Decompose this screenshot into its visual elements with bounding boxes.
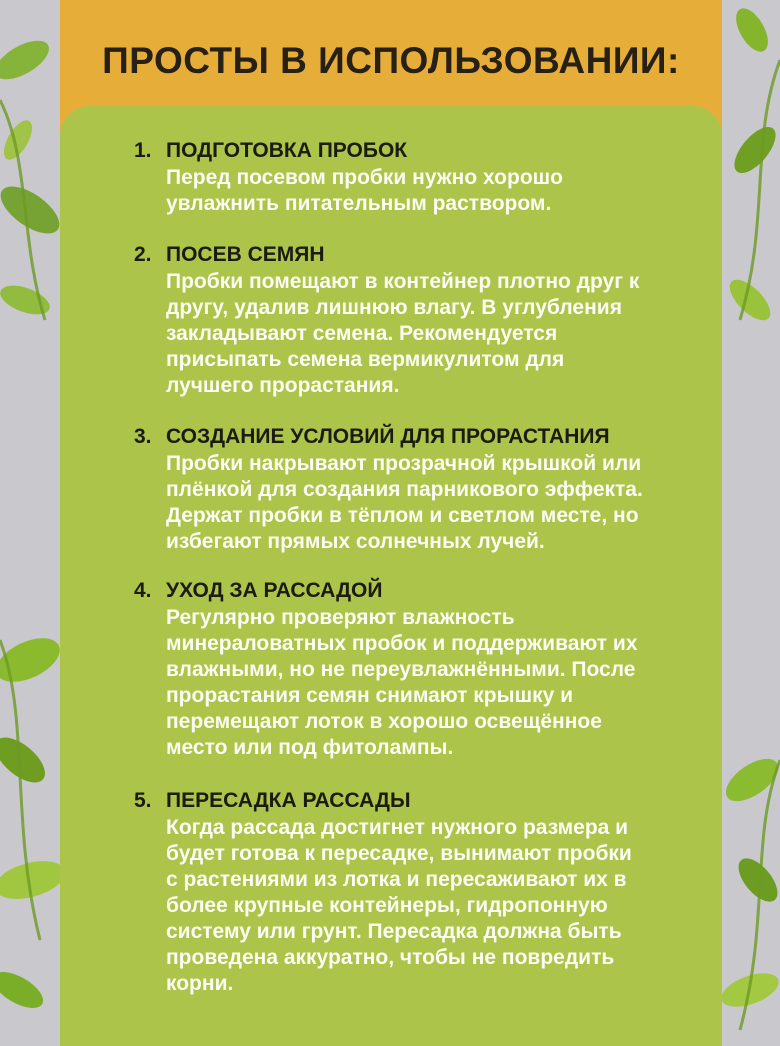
step-description (166, 815, 706, 997)
step-title: ПОСЕВ СЕМЯН (166, 243, 325, 266)
step-line: перемещают лоток в хорошо освещённое (166, 710, 602, 733)
step-title: УХОД ЗА РАССАДОЙ (166, 579, 383, 602)
step-description (166, 451, 706, 555)
step-line: присыпать семена вермикулитом для (166, 348, 565, 371)
step-line: Пробки помещают в контейнер плотно друг к (166, 270, 640, 293)
step-description (166, 269, 706, 399)
steps-panel (60, 106, 722, 1046)
step-line: Перед посевом пробки нужно хорошо (166, 166, 563, 189)
step-number: 3. (134, 425, 152, 448)
step-line: систему или грунт. Пересадка должна быть (166, 920, 622, 943)
step-line: прорастания семян снимают крышку и (166, 684, 574, 707)
step-line: закладывают семена. Рекомендуется (166, 322, 558, 345)
step-line: лучшего прорастания. (166, 374, 400, 397)
step-number: 2. (134, 243, 152, 266)
step-line: плёнкой для создания парникового эффекта. (166, 478, 643, 501)
step-title: ПОДГОТОВКА ПРОБОК (166, 139, 408, 162)
step-line: место или под фитолампы. (166, 736, 454, 759)
step-title: ПЕРЕСАДКА РАССАДЫ (166, 789, 411, 812)
step-line: Пробки накрывают прозрачной крышкой или (166, 452, 642, 475)
step-line: Когда рассада достигнет нужного размера и (166, 816, 629, 839)
step-number: 5. (134, 789, 152, 812)
step-line: Держат пробки в тёплом и светлом месте, но (166, 504, 639, 527)
step-title: СОЗДАНИЕ УСЛОВИЙ ДЛЯ ПРОРАСТАНИЯ (166, 425, 610, 448)
step-number: 4. (134, 579, 152, 602)
step-number: 1. (134, 139, 152, 162)
step-line: с растениями из лотка и пересаживают их в (166, 868, 627, 891)
step-line: корни. (166, 972, 234, 995)
step-line: будет готова к пересадке, вынимают пробки (166, 842, 632, 865)
page-title: ПРОСТЫ В ИСПОЛЬЗОВАНИИ: (102, 40, 680, 81)
step-line: избегают прямых солнечных лучей. (166, 530, 545, 553)
content-card (60, 0, 722, 1036)
step-description (166, 165, 706, 217)
step-line: увлажнить питательным раствором. (166, 192, 552, 215)
step-line: другу, удалив лишнюю влагу. В углубления (166, 296, 622, 319)
step-line: Регулярно проверяют влажность (166, 606, 515, 629)
step-description (166, 605, 706, 761)
step-line: влажными, но не переувлажнёнными. После (166, 658, 636, 681)
step-line: проведена аккуратно, чтобы не повредить (166, 946, 615, 969)
step-line: более крупные контейнеры, гидропонную (166, 894, 608, 917)
step-line: минераловатных пробок и поддерживают их (166, 632, 638, 655)
